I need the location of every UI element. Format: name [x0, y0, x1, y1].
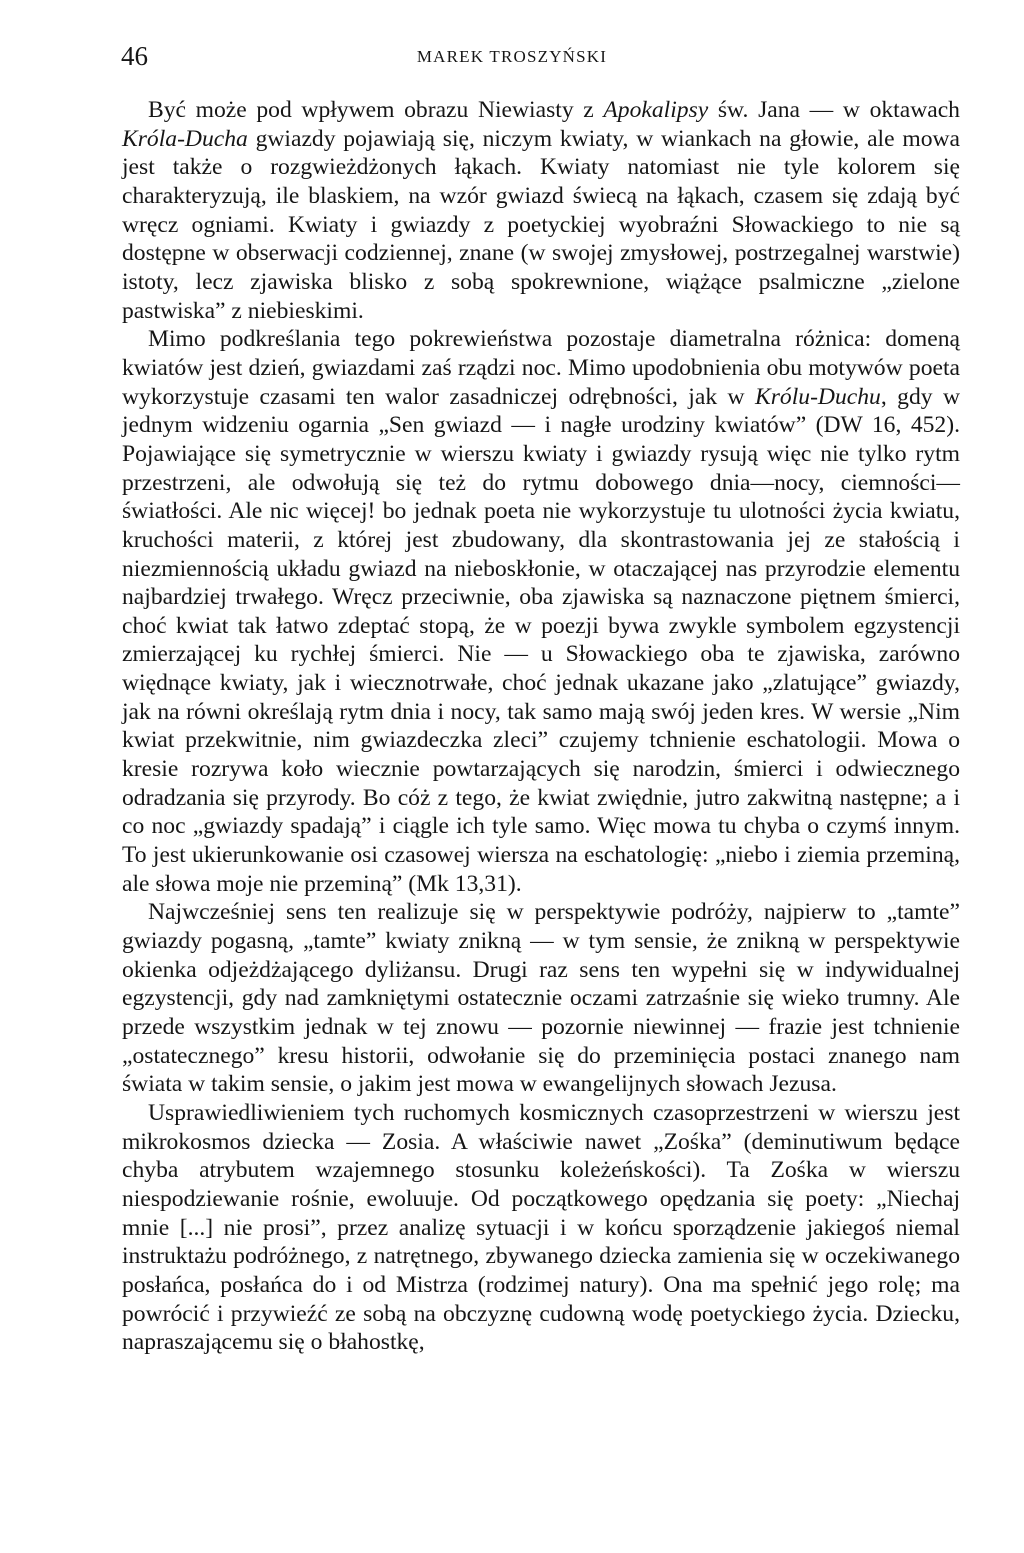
page-number: 46 — [121, 41, 148, 71]
paragraph — [122, 1099, 960, 1357]
paragraph — [122, 325, 960, 898]
italic-title: Króla-Ducha — [122, 125, 248, 152]
text-run: gwiazdy pojawiają się, niczym kwiaty, w wiankach na głowie, ale mowa jest także o rozgwieżdżonych łąkach. Kwiaty natomiast nie tyle kolorem się charakteryzują, ile blaskiem, na wzór gwiazd świecą na łąkach, czasem się zdają być wręcz ogniami. Kwiaty i gwiazdy z poetyckiej wyobraźni Słowackiego to nie są dostępne w obserwacji codziennej, znane (w swojej zmysłowej, postrzegalnej warstwie) istoty, lecz zjawiska blisko z sobą spokrewnione, wiążące psalmiczne „zielone pastwiska” z niebieskimi. — [122, 125, 960, 324]
italic-title: Apokalipsy — [603, 97, 709, 123]
running-head: MAREK TROSZYŃSKI — [416, 47, 608, 66]
text-run: Mimo podkreślania tego pokrewieństwa pozostaje diametralna różnica: domeną kwiatów jest dzień, gwiazdami zaś rządzi noc. Mimo upodobnienia obu motywów poeta wykorzystuje czasami ten walor zasadniczej odrębności, jak w — [122, 326, 960, 410]
paragraph — [122, 898, 960, 1099]
paragraph — [122, 96, 960, 325]
italic-title: Królu-Duchu — [755, 383, 881, 410]
text-run: , gdy w jednym widzeniu ogarnia „Sen gwiazd — i nagłe urodziny kwiatów” (DW 16, 452). Pojawiające się symetrycznie w wierszu kwiaty i gwiazdy rysują więc nie tylko rytm przestrzeni, ale odwołują się też do rytmu dobowego dnia—nocy, ciemności—światłości. Ale nic więcej! bo jednak poeta nie wykorzystuje tu ulotności życia kwiatu, kruchości materii, z której jest zbudowany, dla skontrastowania jej ze stałością i niezmiennością układu gwiazd na nieboskłonie, w otaczającej nas przyrodzie elementu najbardziej trwałego. Wręcz przeciwnie, oba zjawiska są naznaczone piętnem śmierci, choć kwiat tak łatwo zdeptać stopą, że w poezji bywa zwykle symbolem egzystencji zmierzającej ku rychłej śmierci. Nie — u Słowackiego oba te zjawiska, zarówno więdnące kwiaty, jak i wiecznotrwałe, choć jednak ukazane jako „zlatujące” gwiazdy, jak na równi określają rytm dnia i nocy, tak samo mają swój jeden kres. W wersie „Nim kwiat przekwitnie, nim gwiazdeczka zleci” czujemy tchnienie eschatologii. Mowa o kresie rozrywa koło wiecznie powtarzających się narodzin, śmierci i odwiecznego odradzania się przyrody. Bo cóż z tego, że kwiat zwiędnie, jutro zakwitną następne; a i co noc „gwiazdy spadają” i ciągle ich tyle samo. Więc mowa tu chyba o czymś innym. To jest ukierunkowanie osi czasowej wiersza na eschatologię: „niebo i ziemia przeminą, ale słowa moje nie przeminą” (Mk 13,31). — [122, 383, 960, 897]
text-run: Usprawiedliwieniem tych ruchomych kosmicznych czasoprzestrzeni w wierszu jest mikrokosmos dziecka — Zosia. A właściwie nawet „Zośka” (deminutiwum będące chyba atrybutem wzajemnego stosunku koleżeńskości). Ta Zośka w wierszu niespodziewanie rośnie, ewoluuje. Od początkowego opędzania się poety: „Niechaj mnie [...] nie prosi”, przez analizę sytuacji i w końcu sporządzenie jakiegoś niemal instruktażu podróżnego, z natrętnego, zbywanego dziecka zamienia się w oczekiwanego posłańca, posłańca do i od Mistrza (rodzimej natury). Ona ma spełnić jego rolę; ma powrócić i przywieźć ze sobą na obczyznę cudowną wodę poetyckiego życia. Dziecku, napraszającemu się o błahostkę, — [122, 1099, 960, 1356]
text-run: Najwcześniej sens ten realizuje się w perspektywie podróży, najpierw to „tamte” gwiazdy pogasną, „tamte” kwiaty znikną — w tym sensie, że znikną w perspektywie okienka odjeżdżającego dyliżansu. Drugi raz sens ten wypełni się w indywidualnej egzystencji, gdy nad zamkniętymi ostatecznie oczami zatrzaśnie się wieko trumny. Ale przede wszystkim jednak w tej znowu — pozornie niewinnej — frazie jest tchnienie „ostatecznego” kresu historii, odwołanie się do przeminięcia postaci znanego nam świata w takim sensie, o jakim jest mowa w ewangelijnych słowach Jezusa. — [122, 899, 960, 1098]
body-text — [122, 96, 960, 1357]
text-run: św. Jana — w oktawach — [708, 97, 960, 123]
text-run: Być może pod wpływem obrazu Niewiasty z — [148, 97, 604, 123]
